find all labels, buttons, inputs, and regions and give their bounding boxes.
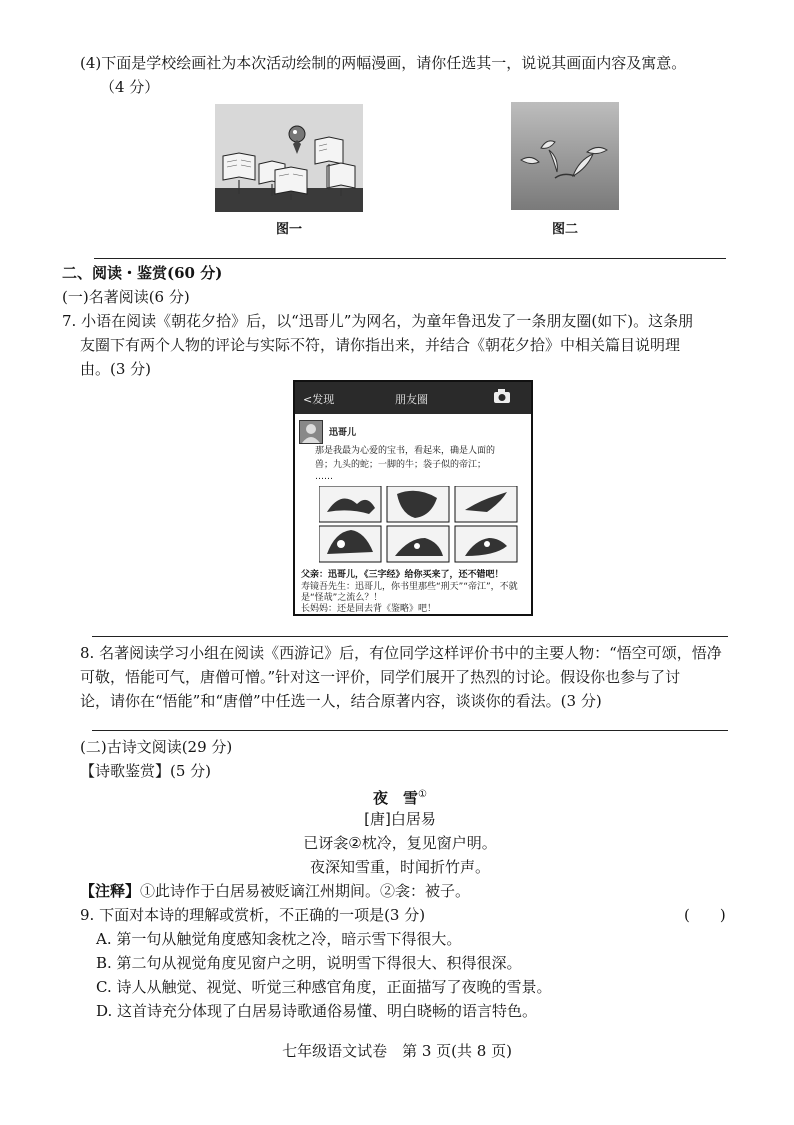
poem-line1: 已讶衾②枕冷，复见窗户明。 [303, 834, 497, 852]
section2-title: 二、阅读・鉴赏(60 分) [62, 264, 223, 282]
moments-comment3: 是“怪哉”之流么？！ [301, 593, 383, 603]
moments-image-grid [319, 486, 519, 564]
q9-option-a[interactable]: A. 第一句从触觉角度感知衾枕之冷，暗示雪下得很大。 [96, 930, 462, 948]
fig2-caption: 图二 [552, 222, 579, 237]
moments-header [295, 382, 531, 414]
moments-back-link: <发现 [303, 393, 335, 406]
q9-option-b[interactable]: B. 第二句从视觉角度见窗户之明，说明雪下得很大、积得很深。 [96, 954, 522, 972]
cartoon-figure-1 [215, 104, 363, 212]
q8-line2: 可敬，悟能可气，唐僧可憎。”针对这一评价，同学们展开了热烈的讨论。假设你也参与了讨 [80, 668, 681, 686]
moments-post-line1: 那是我最为心爱的宝书，看起来，确是人面的 [315, 446, 496, 456]
poem-line2: 夜深知雪重，时闻折竹声。 [309, 858, 490, 876]
poetry-heading: 【诗歌鉴赏】(5 分) [80, 762, 212, 780]
q8-line3: 论，请你在“悟能”和“唐僧”中任选一人，结合原著内容，谈谈你的看法。(3 分) [80, 692, 602, 710]
cartoon-figure-2 [511, 102, 619, 210]
q9-option-d[interactable]: D. 这首诗充分体现了白居易诗歌通俗易懂、明白晓畅的语言特色。 [96, 1002, 538, 1020]
answer-line-q4 [94, 258, 726, 259]
fig1-caption: 图一 [276, 222, 303, 237]
notes-text: ①此诗作于白居易被贬谪江州期间。②衾：被子。 [140, 882, 471, 900]
poem-notes [80, 880, 470, 902]
section2-sub2: (二)古诗文阅读(29 分) [80, 738, 233, 756]
avatar [299, 420, 323, 444]
moments-post-line2: 兽；九头的蛇；一脚的牛；袋子似的帝江； [315, 460, 487, 470]
section2-sub1: (一)名著阅读(6 分) [62, 288, 190, 306]
q9-option-c[interactable]: C. 诗人从触觉、视觉、听觉三种感官角度，正面描写了夜晚的雪景。 [96, 978, 552, 996]
moments-title: 朋友圈 [395, 393, 428, 406]
poem-title: 夜 雪① [373, 789, 427, 807]
answer-line-q7 [92, 636, 728, 637]
q9-answer-bracket[interactable]: ( ) [684, 906, 726, 924]
moments-comment1: 父亲：迅哥儿，《三字经》给你买来了，还不错吧！ [301, 570, 504, 580]
q4-line2: （4 分） [100, 78, 160, 96]
moments-comment4: 长妈妈：还是回去背《鉴略》吧！ [301, 604, 437, 614]
camera-icon [493, 388, 511, 407]
moments-post-line3: …… [315, 472, 333, 482]
poem-note-mark: ① [418, 789, 427, 800]
q8-line1: 8. 名著阅读学习小组在阅读《西游记》后，有位同学这样评价书中的主要人物：“悟空可颂，悟净 [80, 644, 722, 662]
poem-author: [唐]白居易 [364, 810, 436, 828]
moments-user: 迅哥儿 [329, 428, 357, 438]
q7-line2: 友圈下有两个人物的评论与实际不符，请你指出来，并结合《朝花夕拾》中相关篇目说明理 [80, 336, 681, 354]
moments-screenshot [293, 380, 533, 616]
moments-comment2: 寿镜吾先生：迅哥儿，你书里那些“刑天”“帝江”，不就 [301, 582, 518, 592]
q7-line1: 7. 小语在阅读《朝花夕拾》后，以“迅哥儿”为网名，为童年鲁迅发了一条朋友圈(如下)。这条朋 [62, 312, 694, 330]
q7-line3: 由。(3 分) [80, 360, 152, 378]
page-footer: 七年级语文试卷 第 3 页(共 8 页) [282, 1042, 512, 1060]
notes-label: 【注释】 [80, 882, 141, 900]
q9-stem: 9. 下面对本诗的理解或赏析，不正确的一项是(3 分) [80, 906, 426, 924]
q4-line1: (4)下面是学校绘画社为本次活动绘制的两幅漫画，请你任选其一，说说其画面内容及寓意。 [80, 54, 687, 72]
answer-line-q8 [92, 730, 728, 731]
